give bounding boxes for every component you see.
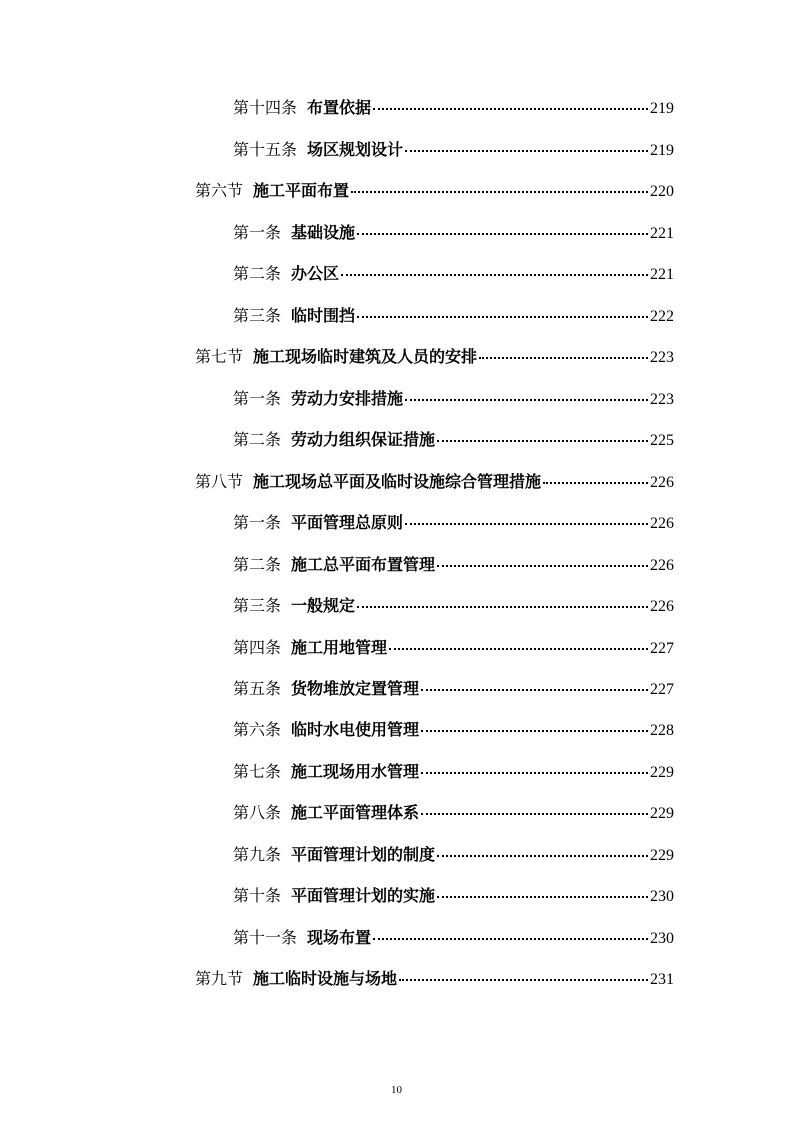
toc-entry[interactable]	[233, 845, 674, 866]
toc-entry-title: 施工总平面布置管理	[291, 555, 436, 574]
toc-entry-number: 第十四条	[233, 98, 298, 117]
dot-leader	[479, 357, 648, 359]
toc-entry-page: 221	[650, 225, 674, 242]
toc-entry-title: 场区规划设计	[307, 140, 404, 159]
dot-leader	[373, 108, 648, 110]
toc-entry-page: 223	[650, 349, 674, 366]
toc-entry[interactable]	[195, 181, 674, 202]
toc-entry[interactable]	[233, 306, 674, 327]
toc-entry-number: 第七条	[233, 762, 282, 781]
toc-entry-page: 225	[650, 432, 674, 449]
toc-entry[interactable]	[195, 969, 674, 990]
dot-leader	[437, 855, 648, 857]
toc-entry-number: 第九条	[233, 845, 282, 864]
toc-entry[interactable]	[233, 720, 674, 741]
toc-entry[interactable]	[233, 679, 674, 700]
toc-entry[interactable]	[233, 886, 674, 907]
toc-entry[interactable]	[233, 762, 674, 783]
toc-entry-number: 第十条	[233, 886, 282, 905]
toc-entry-title: 劳动力安排措施	[291, 389, 404, 408]
page-number: 10	[391, 1084, 402, 1096]
toc-entry-page: 229	[650, 805, 674, 822]
toc-entry-number: 第二条	[233, 264, 282, 283]
toc-entry[interactable]	[195, 472, 674, 493]
toc-entry[interactable]	[233, 223, 674, 244]
dot-leader	[405, 399, 648, 401]
toc-entry-title: 基础设施	[291, 223, 356, 242]
toc-entry-title: 一般规定	[291, 596, 356, 615]
toc-entry-page: 227	[650, 681, 674, 698]
toc-entry-title: 平面管理计划的实施	[291, 886, 436, 905]
toc-entry[interactable]	[233, 555, 674, 576]
dot-leader	[421, 730, 648, 732]
toc-entry[interactable]	[233, 596, 674, 617]
toc-entry[interactable]	[233, 803, 674, 824]
toc-entry-number: 第三条	[233, 306, 282, 325]
toc-entry-number: 第八条	[233, 803, 282, 822]
toc-entry-title: 施工平面管理体系	[291, 803, 420, 822]
toc-entry-title: 施工现场临时建筑及人员的安排	[253, 347, 478, 366]
toc-entry-page: 221	[650, 266, 674, 283]
toc-entry-number: 第一条	[233, 513, 282, 532]
toc-entry[interactable]	[233, 513, 674, 534]
toc-entry-page: 219	[650, 142, 674, 159]
toc-entry-number: 第五条	[233, 679, 282, 698]
dot-leader	[357, 316, 648, 318]
dot-leader	[437, 896, 648, 898]
dot-leader	[543, 482, 648, 484]
dot-leader	[421, 689, 648, 691]
toc-entry-page: 229	[650, 847, 674, 864]
dot-leader	[399, 979, 648, 981]
toc-entry-page: 227	[650, 640, 674, 657]
dot-leader	[421, 813, 648, 815]
toc-entry[interactable]	[233, 928, 674, 949]
toc-entry-number: 第六条	[233, 720, 282, 739]
toc-entry-number: 第一条	[233, 389, 282, 408]
dot-leader	[357, 606, 648, 608]
toc-entry-number: 第一条	[233, 223, 282, 242]
toc-entry-page: 228	[650, 722, 674, 739]
toc-entry-number: 第七节	[195, 347, 244, 366]
toc-entry-page: 230	[650, 930, 674, 947]
toc-entry-title: 施工临时设施与场地	[253, 969, 398, 988]
toc-entry-title: 布置依据	[307, 98, 372, 117]
toc-entry-number: 第二条	[233, 555, 282, 574]
toc-entry-title: 临时围挡	[291, 306, 356, 325]
toc-entry-number: 第三条	[233, 596, 282, 615]
toc-entry[interactable]	[233, 264, 674, 285]
dot-leader	[405, 150, 648, 152]
toc-entry-page: 226	[650, 598, 674, 615]
toc-entry-title: 施工平面布置	[253, 181, 350, 200]
toc-entry[interactable]	[233, 430, 674, 451]
dot-leader	[421, 772, 648, 774]
toc-entry-page: 226	[650, 557, 674, 574]
toc-entry-page: 220	[650, 183, 674, 200]
toc-entry-number: 第六节	[195, 181, 244, 200]
toc-entry-title: 临时水电使用管理	[291, 720, 420, 739]
toc-entry-page: 226	[650, 515, 674, 532]
toc-entry-page: 219	[650, 100, 674, 117]
toc-entry-title: 施工现场总平面及临时设施综合管理措施	[253, 472, 542, 491]
dot-leader	[437, 440, 648, 442]
dot-leader	[405, 523, 648, 525]
toc-entry-page: 222	[650, 308, 674, 325]
toc-entry-title: 平面管理总原则	[291, 513, 404, 532]
toc-entry[interactable]	[233, 389, 674, 410]
toc-entry-page: 226	[650, 474, 674, 491]
toc-entry-page: 231	[650, 971, 674, 988]
dot-leader	[389, 648, 648, 650]
toc-entry-number: 第四条	[233, 638, 282, 657]
toc-entry-title: 平面管理计划的制度	[291, 845, 436, 864]
toc-entry-number: 第二条	[233, 430, 282, 449]
toc-entry-page: 229	[650, 764, 674, 781]
toc-entry-number: 第九节	[195, 969, 244, 988]
toc-entry[interactable]	[233, 98, 674, 119]
toc-entry-page: 230	[650, 888, 674, 905]
toc-entry[interactable]	[233, 638, 674, 659]
toc-entry-title: 施工现场用水管理	[291, 762, 420, 781]
toc-entry-title: 办公区	[291, 264, 340, 283]
dot-leader	[341, 274, 648, 276]
dot-leader	[357, 233, 648, 235]
toc-entry-number: 第八节	[195, 472, 244, 491]
toc-entry-number: 第十五条	[233, 140, 298, 159]
toc-entry-page: 223	[650, 391, 674, 408]
toc-entry[interactable]	[233, 140, 674, 161]
dot-leader	[351, 191, 648, 193]
toc-entry-title: 施工用地管理	[291, 638, 388, 657]
toc-entry-title: 货物堆放定置管理	[291, 679, 420, 698]
dot-leader	[373, 938, 648, 940]
toc-entry[interactable]	[195, 347, 674, 368]
toc-entry-title: 现场布置	[307, 928, 372, 947]
dot-leader	[437, 565, 648, 567]
toc-entry-title: 劳动力组织保证措施	[291, 430, 436, 449]
toc-entry-number: 第十一条	[233, 928, 298, 947]
